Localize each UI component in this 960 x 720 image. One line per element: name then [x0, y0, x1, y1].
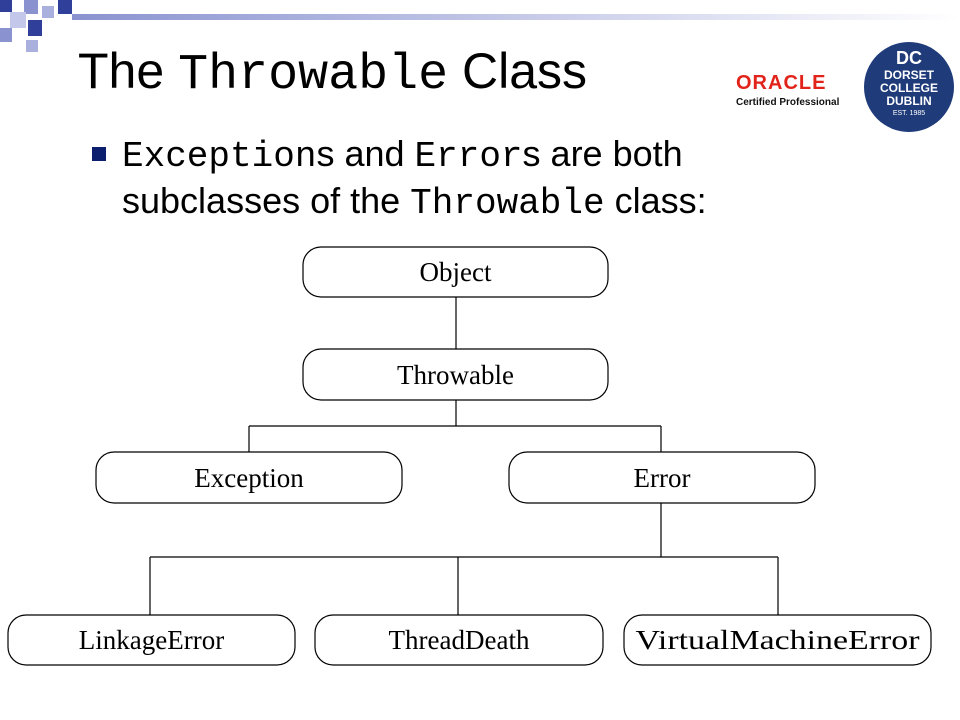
node-virtualmachineerror-label: VirtualMachineError: [635, 625, 920, 655]
node-object-label: Object: [419, 257, 492, 287]
title-suffix: Class: [448, 43, 588, 99]
node-threaddeath: [315, 615, 603, 665]
node-throwable: [303, 349, 608, 400]
oracle-wordmark: ORACLE: [736, 72, 827, 94]
title-code: Throwable: [178, 47, 449, 104]
bullet-text-1: s and: [316, 133, 415, 174]
bullet-text-2: s are both: [522, 133, 683, 174]
node-linkageerror: [8, 615, 295, 665]
node-linkageerror-label: LinkageError: [78, 625, 225, 655]
seal-est: EST. 1985: [892, 110, 926, 117]
node-error: [509, 452, 815, 503]
oracle-certified-label: Certified Professional: [736, 97, 840, 108]
seal-line-3: DUBLIN: [886, 94, 932, 108]
node-throwable-label: Throwable: [397, 360, 514, 390]
seal-line-1: DORSET: [883, 68, 934, 82]
seal-mark: DC: [896, 48, 922, 68]
node-threaddeath-label: ThreadDeath: [388, 625, 530, 655]
node-exception: [96, 452, 402, 503]
node-exception-label: Exception: [194, 463, 304, 493]
code-throwable: Throwable: [410, 183, 605, 224]
seal-line-2: COLLEGE: [879, 81, 938, 95]
node-object: [303, 247, 608, 297]
bullet-text-3: subclasses of the: [122, 180, 411, 221]
code-exception: Exception: [122, 136, 317, 177]
node-error-label: Error: [633, 463, 691, 493]
code-error: Error: [414, 136, 523, 177]
bullet-text-4: class:: [604, 180, 707, 221]
title-prefix: The: [78, 43, 179, 99]
node-virtualmachineerror: [624, 615, 931, 665]
